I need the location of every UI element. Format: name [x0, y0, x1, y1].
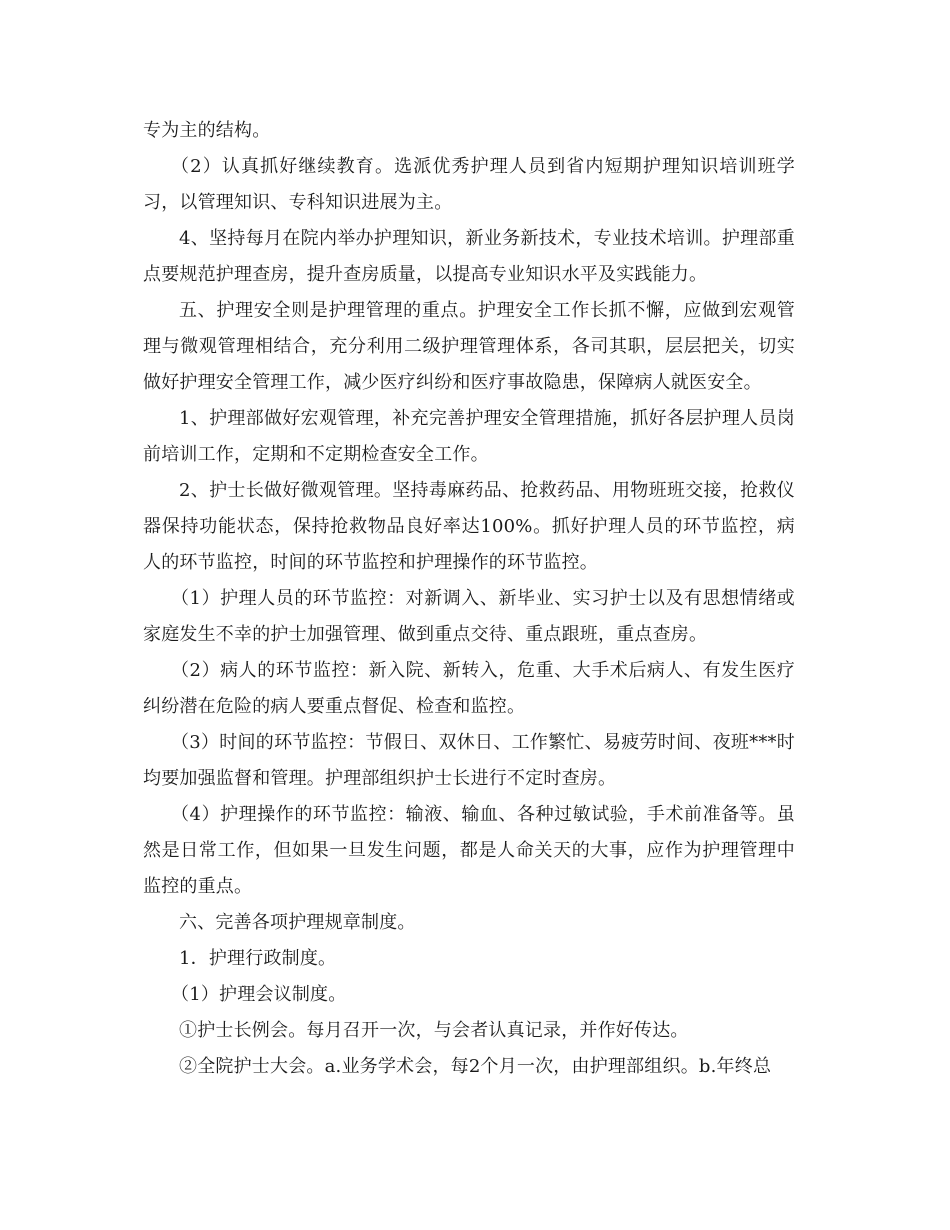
paragraph: 五、护理安全则是护理管理的重点。护理安全工作长抓不懈，应做到宏观管理与微观管理相结合，充分利用二级护理管理体系，各司其职，层层把关，切实做好护理安全管理工作，减少医疗纠纷和医疗事故隐患，保障病人就医安全。: [143, 300, 795, 393]
paragraph: （4）护理操作的环节监控：输液、输血、各种过敏试验，手术前准备等。虽然是日常工作，但如果一旦发生问题，都是人命关天的大事，应作为护理管理中监控的重点。: [143, 804, 795, 897]
document-body: [143, 113, 795, 1085]
paragraph: （1）护理会议制度。: [171, 984, 347, 1005]
paragraph: ②全院护士大会。a.业务学术会，每2个月一次，由护理部组织。b.年终总: [179, 1056, 772, 1077]
paragraph: （2）认真抓好继续教育。选派优秀护理人员到省内短期护理知识培训班学习，以管理知识、专科知识进展为主。: [143, 156, 795, 213]
paragraph: （1）护理人员的环节监控：对新调入、新毕业、实习护士以及有思想情绪或家庭发生不幸的护士加强管理、做到重点交待、重点跟班，重点查房。: [143, 588, 795, 645]
paragraph: 1．护理行政制度。: [179, 948, 337, 969]
paragraph: ①护士长例会。每月召开一次，与会者认真记录，并作好传达。: [179, 1020, 689, 1041]
paragraph: 4、坚持每月在院内举办护理知识，新业务新技术，专业技术培训。护理部重点要规范护理查房，提升查房质量，以提高专业知识水平及实践能力。: [143, 228, 795, 285]
paragraph: （2）病人的环节监控：新入院、新转入，危重、大手术后病人、有发生医疗纠纷潜在危险的病人要重点督促、检查和监控。: [143, 660, 795, 717]
paragraph: 六、完善各项护理规章制度。: [179, 912, 416, 933]
paragraph: 2、护士长做好微观管理。坚持毒麻药品、抢救药品、用物班班交接，抢救仪器保持功能状态，保持抢救物品良好率达100%。抓好护理人员的环节监控，病人的环节监控，时间的环节监控和护理操作的环节监控。: [143, 480, 795, 573]
paragraph: （3）时间的环节监控：节假日、双休日、工作繁忙、易疲劳时间、夜班***时均要加强监督和管理。护理部组织护士长进行不定时查房。: [143, 732, 795, 789]
paragraph: 1、护理部做好宏观管理，补充完善护理安全管理措施，抓好各层护理人员岗前培训工作，定期和不定期检查安全工作。: [143, 408, 795, 465]
paragraph: 专为主的结构。: [143, 120, 271, 141]
